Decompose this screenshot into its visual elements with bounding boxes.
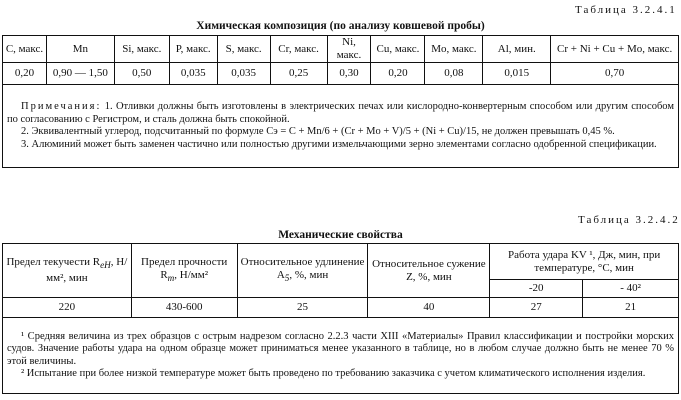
table-caption: Механические свойства [278, 229, 403, 241]
footnote-2: ² Испытание при более низкой температуре может быть проведено по требованию заказчика с учетом климатического исполнения изделия. [21, 368, 646, 379]
header-yield: Предел текучести $R_{eH}$, Н/мм², мин [3, 244, 132, 298]
table-row [3, 298, 679, 318]
mechanical-properties-table [2, 243, 679, 394]
table-number: Таблица 3.2.4.1 [575, 4, 677, 16]
value-cell: 0,015 [483, 63, 551, 85]
header-cell: Mo, макс. [425, 36, 483, 63]
temp-cell: - 40² [583, 280, 679, 298]
header-tensile: Предел прочности $R_m$, Н/мм² [131, 244, 237, 298]
header-cell: Al, мин. [483, 36, 551, 63]
value-cell: 0,20 [3, 63, 47, 85]
header-elongation: Относительное удлинение $A_5$, %, мин [237, 244, 368, 298]
header-impact: Работа удара KV ¹, Дж, мин, при температуре, °C, мин [490, 244, 679, 280]
footnotes-cell [3, 318, 679, 394]
footnote-1: ¹ Средняя величина из трех образцов с острым надрезом согласно 2.2.3 части XIII «Материалы» Правил классификации и постройки морских судов. Значение работы удара на одном образце может приниматься менее указанного в таблице, но в любом случае должно быть не менее 70 % этой величины. [7, 330, 674, 367]
header-cell: P, макс. [169, 36, 217, 63]
chemical-composition-table [2, 35, 679, 168]
value-cell: 220 [3, 298, 132, 318]
table-header-row [3, 36, 679, 63]
value-cell: 0,50 [114, 63, 169, 85]
value-cell: 0,30 [327, 63, 371, 85]
value-cell: 21 [583, 298, 679, 318]
value-cell: 0,20 [371, 63, 425, 85]
header-cell: Cu, макс. [371, 36, 425, 63]
value-cell: 0,035 [217, 63, 270, 85]
value-cell: 0,08 [425, 63, 483, 85]
notes-row [3, 318, 679, 394]
value-cell: 25 [237, 298, 368, 318]
header-cell: C, макс. [3, 36, 47, 63]
value-cell: 27 [490, 298, 583, 318]
value-cell: 0,035 [169, 63, 217, 85]
table-row [3, 63, 679, 85]
header-reduction: Относительное сужение Z, %, мин [368, 244, 490, 298]
note-1: 1. Отливки должны быть изготовлены в электрических печах или кислородно-конвертерным способом или другим способом по согласованию с Регистром, и сталь должна быть спокойной. [7, 101, 674, 125]
note-2: 2. Эквивалентный углерод, подсчитанный по формуле Cэ = C + Mn/6 + (Cr + Mo + V)/5 + (Ni + Cu)/15, не должен превышать 0,45 %. [21, 126, 615, 137]
value-cell: 0,25 [270, 63, 327, 85]
header-cell: Ni, макс. [327, 36, 371, 63]
table-header-row [3, 244, 679, 280]
header-cell: Si, макс. [114, 36, 169, 63]
header-cell: S, макс. [217, 36, 270, 63]
value-cell: 40 [368, 298, 490, 318]
table-caption: Химическая композиция (по анализу ковшевой пробы) [196, 20, 485, 32]
note-3: 3. Алюминий может быть заменен частично или полностью другими измельчающими зерно элементами согласно одобренной спецификации. [21, 138, 657, 150]
notes-row [3, 85, 679, 168]
value-cell: 0,90 — 1,50 [46, 63, 114, 85]
temp-cell: -20 [490, 280, 583, 298]
value-cell: 430-600 [131, 298, 237, 318]
header-cell: Mn [46, 36, 114, 63]
notes-cell [3, 85, 679, 168]
table-number: Таблица 3.2.4.2 [578, 214, 680, 226]
notes-title: Примечания: [21, 101, 102, 112]
header-cell: Cr + Ni + Cu + Mo, макс. [551, 36, 679, 63]
value-cell: 0,70 [551, 63, 679, 85]
header-cell: Cr, макс. [270, 36, 327, 63]
